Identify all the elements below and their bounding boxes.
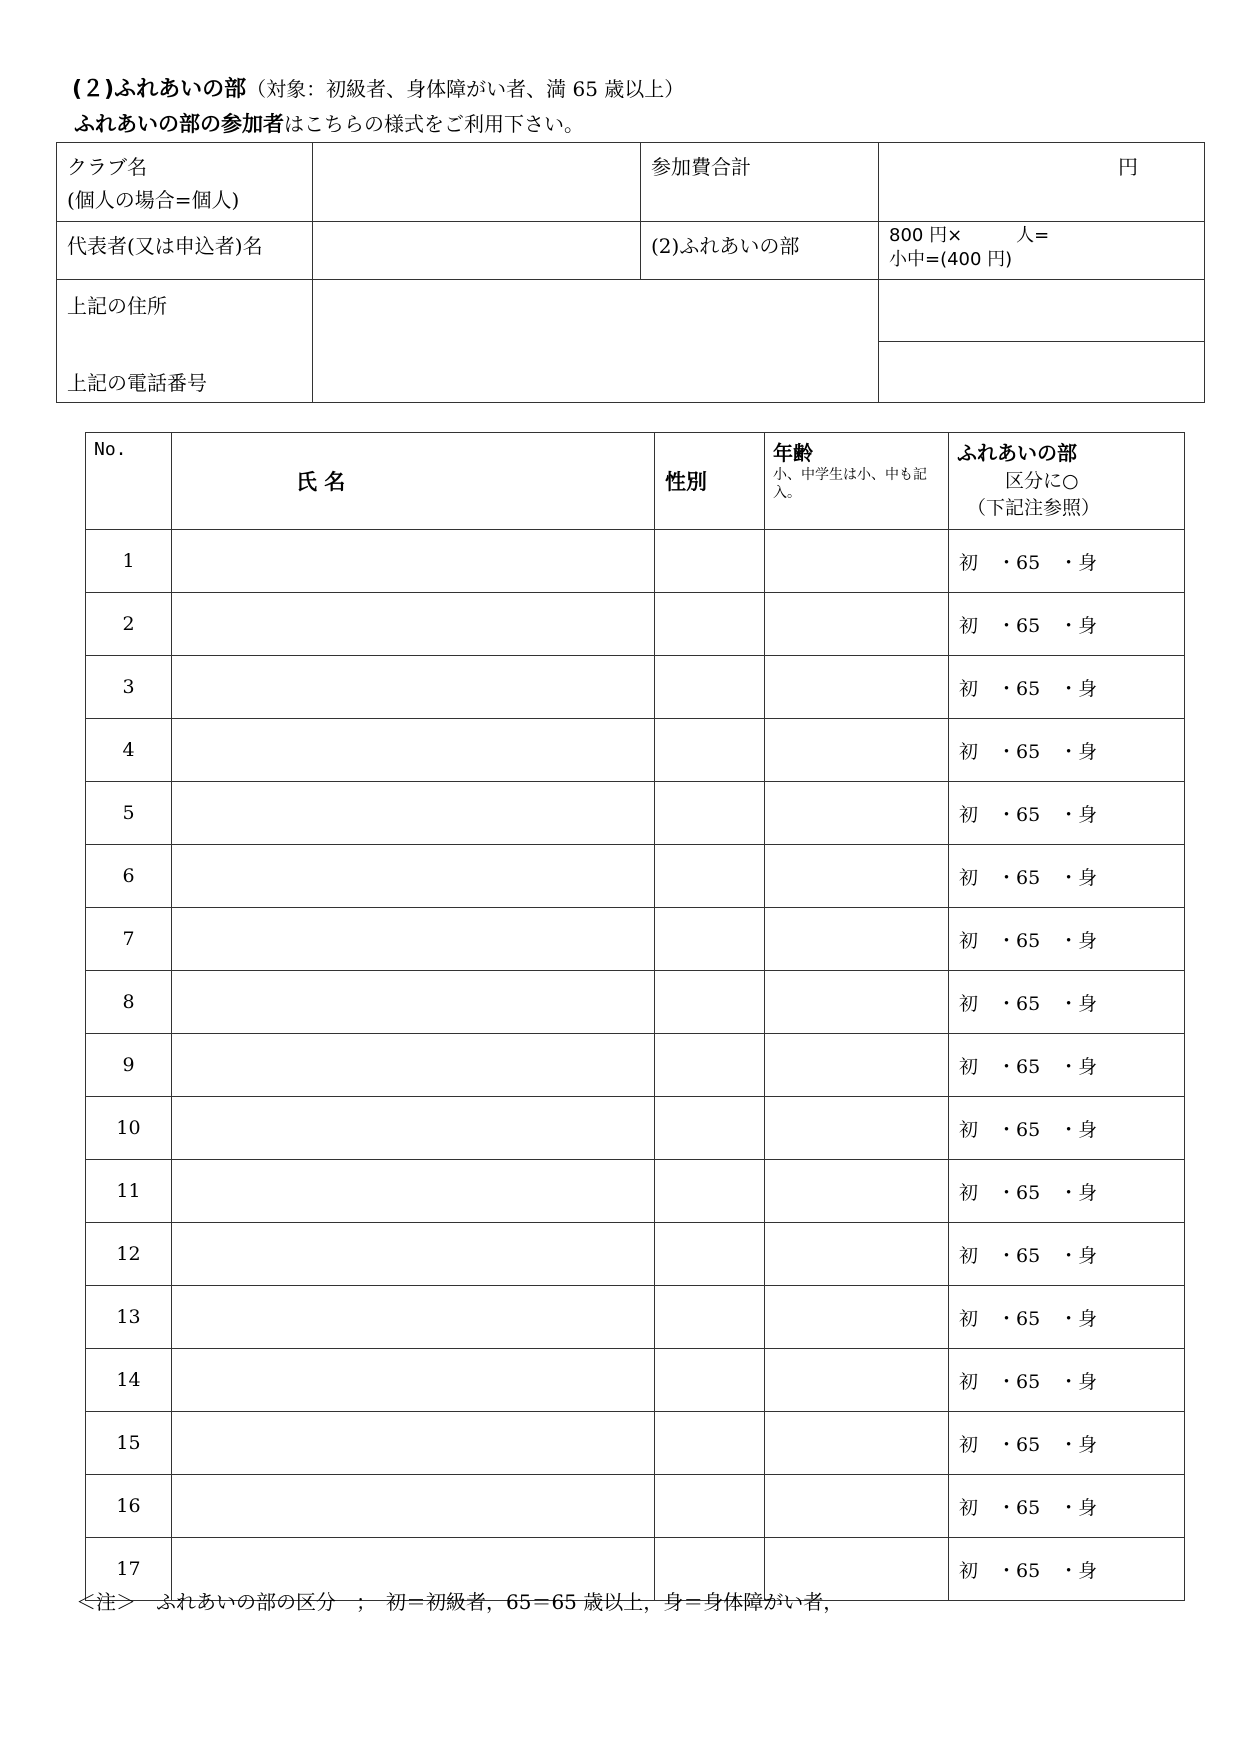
gender-field[interactable] <box>655 1223 765 1286</box>
table-row <box>86 1160 1185 1223</box>
table-row <box>86 656 1185 719</box>
category-header <box>949 433 1185 530</box>
gender-field[interactable] <box>655 1349 765 1412</box>
table-row <box>86 530 1185 593</box>
address-label: 上記の住所 <box>67 294 167 318</box>
age-field[interactable] <box>765 593 949 656</box>
rep-label: 代表者(又は申込者)名 <box>67 234 263 258</box>
category-options[interactable]: 初 ・65 ・身 <box>949 845 1185 908</box>
section-label-cell <box>641 222 879 280</box>
gender-field[interactable] <box>655 1412 765 1475</box>
participant-name-field[interactable] <box>172 593 655 656</box>
age-field[interactable] <box>765 908 949 971</box>
participant-name-field[interactable] <box>172 1475 655 1538</box>
row-number: 13 <box>86 1286 172 1349</box>
participant-name-field[interactable] <box>172 1223 655 1286</box>
rep-name-field[interactable] <box>313 222 641 280</box>
applicant-info-table <box>56 142 1205 403</box>
row-number: 6 <box>86 845 172 908</box>
table-row <box>86 1475 1185 1538</box>
category-header-note2: （下記注参照） <box>967 497 1101 519</box>
gender-field[interactable] <box>655 1286 765 1349</box>
contact-label-cell <box>57 280 313 403</box>
category-options[interactable]: 初 ・65 ・身 <box>949 656 1185 719</box>
category-options[interactable]: 初 ・65 ・身 <box>949 1223 1185 1286</box>
participant-name-field[interactable] <box>172 1034 655 1097</box>
age-field[interactable] <box>765 782 949 845</box>
section-label: (2)ふれあいの部 <box>651 234 800 258</box>
category-options[interactable]: 初 ・65 ・身 <box>949 1286 1185 1349</box>
row-number: 2 <box>86 593 172 656</box>
age-field[interactable] <box>765 845 949 908</box>
table-row <box>86 971 1185 1034</box>
table-row <box>86 782 1185 845</box>
fee-line2: 小中=(400 円) <box>889 249 1013 270</box>
participant-name-field[interactable] <box>172 1160 655 1223</box>
part-label: (２)ふれあいの部 <box>72 77 247 102</box>
category-options[interactable]: 初 ・65 ・身 <box>949 1034 1185 1097</box>
name-header: 氏 名 <box>172 433 655 530</box>
category-options[interactable]: 初 ・65 ・身 <box>949 971 1185 1034</box>
gender-header: 性別 <box>655 433 765 530</box>
age-field[interactable] <box>765 1349 949 1412</box>
age-field[interactable] <box>765 1223 949 1286</box>
participant-name-field[interactable] <box>172 908 655 971</box>
participant-name-field[interactable] <box>172 971 655 1034</box>
club-label: クラブ名 <box>67 155 147 179</box>
table-row <box>86 908 1185 971</box>
table-row <box>86 845 1185 908</box>
category-options[interactable]: 初 ・65 ・身 <box>949 593 1185 656</box>
row-number: 8 <box>86 971 172 1034</box>
gender-field[interactable] <box>655 971 765 1034</box>
phone-extra-field[interactable] <box>879 341 1205 403</box>
gender-field[interactable] <box>655 656 765 719</box>
age-field[interactable] <box>765 971 949 1034</box>
phone-label: 上記の電話番号 <box>67 371 207 395</box>
fee-line1: 800 円× 人= <box>889 225 1050 246</box>
yen-unit: 円 <box>1118 155 1138 179</box>
contact-field[interactable] <box>313 280 879 403</box>
participant-name-field[interactable] <box>172 782 655 845</box>
form-section-title <box>72 72 684 103</box>
category-options[interactable]: 初 ・65 ・身 <box>949 1475 1185 1538</box>
age-field[interactable] <box>765 656 949 719</box>
participant-name-field[interactable] <box>172 530 655 593</box>
fee-calc-field[interactable] <box>879 222 1205 280</box>
age-field[interactable] <box>765 1286 949 1349</box>
row-number: 14 <box>86 1349 172 1412</box>
category-header-note1: 区分に○ <box>1005 470 1079 492</box>
category-options[interactable]: 初 ・65 ・身 <box>949 719 1185 782</box>
participant-name-field[interactable] <box>172 1412 655 1475</box>
fee-total-field[interactable] <box>879 143 1205 222</box>
participant-name-field[interactable] <box>172 656 655 719</box>
club-name-field[interactable] <box>313 143 641 222</box>
table-row <box>86 1349 1185 1412</box>
form-instruction <box>74 108 584 138</box>
category-options[interactable]: 初 ・65 ・身 <box>949 1538 1185 1601</box>
table-row <box>86 1097 1185 1160</box>
age-header <box>765 433 949 530</box>
gender-field[interactable] <box>655 845 765 908</box>
fee-total-label: 参加費合計 <box>651 155 751 179</box>
table-row <box>86 593 1185 656</box>
instruction-rest: はこちらの様式をご利用下さい。 <box>284 112 584 136</box>
gender-field[interactable] <box>655 908 765 971</box>
row-number: 3 <box>86 656 172 719</box>
participant-name-field[interactable] <box>172 1349 655 1412</box>
row-number: 16 <box>86 1475 172 1538</box>
age-field[interactable] <box>765 1034 949 1097</box>
age-field[interactable] <box>765 1475 949 1538</box>
table-row <box>86 1286 1185 1349</box>
age-field[interactable] <box>765 1097 949 1160</box>
gender-field[interactable] <box>655 530 765 593</box>
row-number: 7 <box>86 908 172 971</box>
row-number: 5 <box>86 782 172 845</box>
row-number: 12 <box>86 1223 172 1286</box>
gender-field[interactable] <box>655 782 765 845</box>
category-options[interactable]: 初 ・65 ・身 <box>949 1097 1185 1160</box>
rep-label-cell <box>57 222 313 280</box>
table-row <box>86 1034 1185 1097</box>
category-options[interactable]: 初 ・65 ・身 <box>949 1349 1185 1412</box>
no-header: No. <box>86 433 172 530</box>
table-row <box>86 1223 1185 1286</box>
club-label-cell <box>57 143 313 222</box>
age-field[interactable] <box>765 1160 949 1223</box>
category-options[interactable]: 初 ・65 ・身 <box>949 782 1185 845</box>
category-options[interactable]: 初 ・65 ・身 <box>949 530 1185 593</box>
gender-field[interactable] <box>655 1034 765 1097</box>
category-options[interactable]: 初 ・65 ・身 <box>949 1412 1185 1475</box>
row-number: 4 <box>86 719 172 782</box>
participant-name-field[interactable] <box>172 845 655 908</box>
age-header-title: 年齢 <box>773 441 813 465</box>
age-header-note: 小、中学生は小、中も記入。 <box>773 467 927 501</box>
gender-field[interactable] <box>655 1475 765 1538</box>
gender-field[interactable] <box>655 719 765 782</box>
fee-total-label-cell <box>641 143 879 222</box>
row-number: 1 <box>86 530 172 593</box>
gender-field[interactable] <box>655 1160 765 1223</box>
participant-name-field[interactable] <box>172 1286 655 1349</box>
category-options[interactable]: 初 ・65 ・身 <box>949 908 1185 971</box>
row-number: 15 <box>86 1412 172 1475</box>
gender-field[interactable] <box>655 593 765 656</box>
instruction-bold: ふれあいの部の参加者 <box>74 112 284 136</box>
age-field[interactable] <box>765 1412 949 1475</box>
row-number: 17 <box>86 1538 172 1601</box>
category-legend-note: ＜注＞ ふれあいの部の区分 ； 初＝初級者，65＝65 歳以上，身＝身体障がい者， <box>76 1590 844 1614</box>
category-options[interactable]: 初 ・65 ・身 <box>949 1160 1185 1223</box>
row-number: 10 <box>86 1097 172 1160</box>
target-note: （対象：初級者、身体障がい者、満 65 歳以上） <box>246 77 685 101</box>
row-number: 9 <box>86 1034 172 1097</box>
participant-header-row <box>86 433 1185 530</box>
participant-table <box>85 432 1185 1601</box>
participant-name-field[interactable] <box>172 1097 655 1160</box>
participant-name-field[interactable] <box>172 719 655 782</box>
address-extra-field[interactable] <box>879 280 1205 342</box>
age-field[interactable] <box>765 530 949 593</box>
table-row <box>86 719 1185 782</box>
row-number: 11 <box>86 1160 172 1223</box>
category-header-title: ふれあいの部 <box>957 441 1077 465</box>
age-field[interactable] <box>765 719 949 782</box>
club-note: (個人の場合=個人) <box>67 188 240 212</box>
gender-field[interactable] <box>655 1097 765 1160</box>
table-row <box>86 1412 1185 1475</box>
